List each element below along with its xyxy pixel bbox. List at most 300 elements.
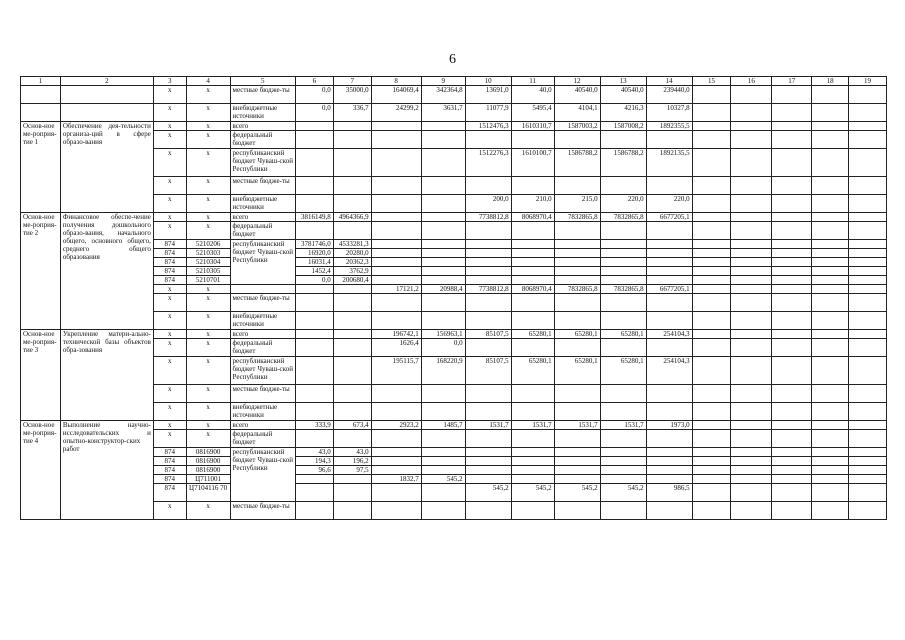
header-cell: 4 [186, 77, 230, 86]
name-cell [60, 104, 153, 122]
csr-code-cell: x [186, 213, 230, 222]
empty-cell [772, 475, 812, 484]
gr-code-cell: x [153, 357, 186, 385]
value-cell [646, 240, 692, 249]
header-cell: 15 [692, 77, 731, 86]
empty-cell [849, 385, 887, 403]
value-cell [511, 457, 554, 466]
source-cell: федеральный бюджет [230, 339, 295, 357]
value-cell [554, 457, 600, 466]
gr-code-cell: x [153, 330, 186, 339]
value-cell [646, 222, 692, 240]
source-cell: всего [230, 122, 295, 131]
empty-cell [692, 258, 731, 267]
empty-cell [812, 330, 849, 339]
empty-cell [772, 258, 812, 267]
value-cell: 65280,1 [600, 330, 646, 339]
empty-cell [692, 149, 731, 177]
value-cell [371, 222, 421, 240]
value-cell [421, 222, 465, 240]
value-cell [646, 457, 692, 466]
gr-code-cell: x [153, 86, 186, 104]
empty-cell [772, 149, 812, 177]
value-cell: 4104,1 [554, 104, 600, 122]
value-cell [646, 276, 692, 285]
gr-code-cell: x [153, 502, 186, 520]
empty-cell [812, 222, 849, 240]
value-cell [465, 403, 511, 421]
header-cell: 18 [812, 77, 849, 86]
empty-cell [812, 475, 849, 484]
value-cell [371, 195, 421, 213]
gr-code-cell: x [153, 294, 186, 312]
empty-cell [849, 267, 887, 276]
value-cell [465, 222, 511, 240]
empty-cell [772, 448, 812, 457]
empty-cell [849, 276, 887, 285]
value-cell [371, 249, 421, 258]
gr-code-cell: x [153, 222, 186, 240]
value-cell [554, 466, 600, 475]
value-cell [333, 222, 371, 240]
empty-cell [772, 177, 812, 195]
empty-cell [731, 131, 772, 149]
value-cell [600, 502, 646, 520]
value-cell [421, 430, 465, 448]
value-cell: 11077,9 [465, 104, 511, 122]
value-cell [554, 448, 600, 457]
value-cell: 4533281,3 [333, 240, 371, 249]
value-cell: 7738812,8 [465, 213, 511, 222]
empty-cell [849, 475, 887, 484]
empty-cell [731, 104, 772, 122]
empty-cell [849, 457, 887, 466]
name-cell [60, 86, 153, 104]
value-cell: 8068970,4 [511, 285, 554, 294]
empty-cell [849, 249, 887, 258]
empty-cell [772, 403, 812, 421]
empty-cell [692, 294, 731, 312]
value-cell: 16920,0 [295, 249, 333, 258]
value-cell [600, 312, 646, 330]
value-cell [554, 475, 600, 484]
value-cell [465, 430, 511, 448]
value-cell [295, 339, 333, 357]
empty-cell [812, 448, 849, 457]
value-cell [421, 195, 465, 213]
value-cell: 1832,7 [371, 475, 421, 484]
empty-cell [731, 222, 772, 240]
value-cell: 673,4 [333, 421, 371, 430]
csr-code-cell: 0816900 [186, 457, 230, 466]
value-cell: 220,0 [600, 195, 646, 213]
empty-cell [849, 213, 887, 222]
value-cell: 545,2 [465, 484, 511, 502]
value-cell: 1587008,2 [600, 122, 646, 131]
value-cell [333, 177, 371, 195]
name-cell: Финансовое обеспе-чение получения дошкольного образо-вания, начального общего, основного общего, среднего общего образования [60, 213, 153, 330]
value-cell [554, 294, 600, 312]
activity-cell: Основ-ное ме-роприя-тие 1 [21, 122, 61, 213]
value-cell: 43,0 [295, 448, 333, 457]
value-cell [600, 457, 646, 466]
value-cell: 210,0 [511, 195, 554, 213]
value-cell: 164069,4 [371, 86, 421, 104]
empty-cell [772, 339, 812, 357]
empty-cell [731, 385, 772, 403]
value-cell [295, 195, 333, 213]
value-cell: 1587003,2 [554, 122, 600, 131]
value-cell [371, 258, 421, 267]
header-cell: 17 [772, 77, 812, 86]
value-cell [465, 385, 511, 403]
gr-code-cell: 874 [153, 484, 186, 502]
value-cell: 6677205,1 [646, 285, 692, 294]
value-cell [646, 502, 692, 520]
gr-code-cell: x [153, 403, 186, 421]
gr-code-cell: x [153, 312, 186, 330]
table-row [21, 213, 887, 222]
empty-cell [849, 131, 887, 149]
empty-cell [772, 104, 812, 122]
empty-cell [731, 177, 772, 195]
value-cell [333, 475, 371, 484]
value-cell [511, 475, 554, 484]
empty-cell [772, 357, 812, 385]
header-cell: 3 [153, 77, 186, 86]
value-cell [600, 177, 646, 195]
value-cell: 96,6 [295, 466, 333, 475]
value-cell: 65280,1 [600, 357, 646, 385]
empty-cell [812, 213, 849, 222]
csr-code-cell: 5210701 [186, 276, 230, 285]
value-cell [600, 267, 646, 276]
value-cell [295, 149, 333, 177]
value-cell [511, 222, 554, 240]
source-cell: федеральный бюджет [230, 131, 295, 149]
value-cell: 215,0 [554, 195, 600, 213]
empty-cell [692, 222, 731, 240]
value-cell [295, 357, 333, 385]
value-cell [600, 403, 646, 421]
value-cell: 1892355,5 [646, 122, 692, 131]
value-cell [511, 502, 554, 520]
value-cell [465, 249, 511, 258]
value-cell [421, 312, 465, 330]
value-cell: 65280,1 [511, 357, 554, 385]
gr-code-cell: 874 [153, 258, 186, 267]
value-cell [421, 177, 465, 195]
value-cell: 10327,8 [646, 104, 692, 122]
empty-cell [849, 357, 887, 385]
csr-code-cell: x [186, 86, 230, 104]
header-cell: 14 [646, 77, 692, 86]
source-cell: местные бюдже-ты [230, 177, 295, 195]
value-cell: 65280,1 [554, 357, 600, 385]
empty-cell [849, 86, 887, 104]
value-cell: 3781746,0 [295, 240, 333, 249]
empty-cell [692, 267, 731, 276]
value-cell [333, 430, 371, 448]
value-cell: 7832865,8 [554, 213, 600, 222]
value-cell [421, 294, 465, 312]
value-cell [646, 448, 692, 457]
source-cell: всего [230, 213, 295, 222]
empty-cell [849, 104, 887, 122]
empty-cell [731, 421, 772, 430]
value-cell [371, 131, 421, 149]
empty-cell [731, 430, 772, 448]
value-cell [600, 385, 646, 403]
value-cell [600, 131, 646, 149]
empty-cell [812, 466, 849, 475]
value-cell [465, 276, 511, 285]
value-cell: 0,0 [295, 104, 333, 122]
value-cell [600, 240, 646, 249]
value-cell [295, 312, 333, 330]
value-cell [554, 430, 600, 448]
value-cell [554, 131, 600, 149]
value-cell [554, 240, 600, 249]
empty-cell [812, 104, 849, 122]
empty-cell [692, 421, 731, 430]
value-cell: 1973,0 [646, 421, 692, 430]
csr-code-cell: x [186, 104, 230, 122]
value-cell: 196742,1 [371, 330, 421, 339]
value-cell: 7832865,8 [554, 285, 600, 294]
empty-cell [849, 421, 887, 430]
empty-cell [812, 149, 849, 177]
source-cell: внебюджетные источники [230, 104, 295, 122]
empty-cell [731, 267, 772, 276]
empty-cell [772, 131, 812, 149]
header-cell: 7 [333, 77, 371, 86]
source-cell: местные бюдже-ты [230, 86, 295, 104]
value-cell: 1586788,2 [554, 149, 600, 177]
empty-cell [772, 312, 812, 330]
value-cell: 1512276,3 [465, 149, 511, 177]
source-cell: местные бюдже-ты [230, 294, 295, 312]
value-cell: 194,3 [295, 457, 333, 466]
value-cell [295, 484, 333, 502]
gr-code-cell: x [153, 122, 186, 131]
csr-code-cell: x [186, 430, 230, 448]
empty-cell [692, 339, 731, 357]
csr-code-cell: x [186, 385, 230, 403]
value-cell: 200680,4 [333, 276, 371, 285]
value-cell [465, 475, 511, 484]
csr-code-cell: Ц7104116 70 [186, 484, 230, 502]
empty-cell [692, 240, 731, 249]
gr-code-cell: 874 [153, 457, 186, 466]
value-cell: 20280,0 [333, 249, 371, 258]
header-cell: 11 [511, 77, 554, 86]
value-cell [511, 466, 554, 475]
gr-code-cell: 874 [153, 276, 186, 285]
empty-cell [849, 466, 887, 475]
value-cell: 1892135,5 [646, 149, 692, 177]
csr-code-cell: Ц711001 [186, 475, 230, 484]
empty-cell [849, 177, 887, 195]
empty-cell [692, 430, 731, 448]
value-cell: 85107,5 [465, 330, 511, 339]
source-cell: федеральный бюджет [230, 222, 295, 240]
source-cell: всего [230, 421, 295, 430]
empty-cell [812, 240, 849, 249]
value-cell [600, 222, 646, 240]
value-cell: 1610310,7 [511, 122, 554, 131]
gr-code-cell: x [153, 213, 186, 222]
empty-cell [772, 484, 812, 502]
table-row [21, 330, 887, 339]
source-cell: местные бюдже-ты [230, 385, 295, 403]
value-cell: 1452,4 [295, 267, 333, 276]
csr-code-cell: x [186, 502, 230, 520]
value-cell [646, 466, 692, 475]
value-cell [371, 177, 421, 195]
empty-cell [731, 149, 772, 177]
empty-cell [772, 213, 812, 222]
value-cell: 545,2 [554, 484, 600, 502]
value-cell [600, 339, 646, 357]
value-cell [600, 475, 646, 484]
value-cell: 986,5 [646, 484, 692, 502]
empty-cell [849, 339, 887, 357]
header-cell: 10 [465, 77, 511, 86]
empty-cell [731, 484, 772, 502]
value-cell: 16031,4 [295, 258, 333, 267]
value-cell: 3762,9 [333, 267, 371, 276]
empty-cell [772, 276, 812, 285]
value-cell: 35000,0 [333, 86, 371, 104]
value-cell: 85107,5 [465, 357, 511, 385]
value-cell [465, 177, 511, 195]
value-cell: 220,0 [646, 195, 692, 213]
value-cell [600, 249, 646, 258]
empty-cell [692, 475, 731, 484]
value-cell [371, 213, 421, 222]
empty-cell [731, 240, 772, 249]
source-cell: местные бюдже-ты [230, 502, 295, 520]
csr-code-cell: 0816900 [186, 448, 230, 457]
gr-code-cell: 874 [153, 240, 186, 249]
empty-cell [812, 312, 849, 330]
empty-cell [812, 276, 849, 285]
value-cell [421, 457, 465, 466]
value-cell: 1531,7 [465, 421, 511, 430]
gr-code-cell: x [153, 104, 186, 122]
value-cell [295, 475, 333, 484]
value-cell [600, 276, 646, 285]
value-cell: 1610100,7 [511, 149, 554, 177]
empty-cell [772, 240, 812, 249]
empty-cell [692, 312, 731, 330]
gr-code-cell: x [153, 385, 186, 403]
value-cell [646, 131, 692, 149]
empty-cell [849, 122, 887, 131]
value-cell: 545,2 [600, 484, 646, 502]
value-cell [465, 258, 511, 267]
empty-cell [692, 403, 731, 421]
csr-code-cell: x [186, 357, 230, 385]
empty-cell [731, 195, 772, 213]
empty-cell [849, 484, 887, 502]
source-cell: всего [230, 330, 295, 339]
empty-cell [812, 131, 849, 149]
csr-code-cell: x [186, 177, 230, 195]
empty-cell [812, 421, 849, 430]
value-cell: 40540,0 [554, 86, 600, 104]
value-cell [646, 267, 692, 276]
value-cell: 43,0 [333, 448, 371, 457]
empty-cell [812, 267, 849, 276]
empty-cell [692, 195, 731, 213]
value-cell [371, 430, 421, 448]
empty-cell [849, 149, 887, 177]
value-cell: 196,2 [333, 457, 371, 466]
empty-cell [731, 258, 772, 267]
value-cell [554, 177, 600, 195]
value-cell [371, 312, 421, 330]
value-cell [465, 294, 511, 312]
value-cell: 20362,3 [333, 258, 371, 267]
value-cell: 6677205,1 [646, 213, 692, 222]
header-cell: 19 [849, 77, 887, 86]
value-cell: 545,2 [421, 475, 465, 484]
value-cell [421, 502, 465, 520]
empty-cell [731, 357, 772, 385]
value-cell [465, 312, 511, 330]
empty-cell [812, 403, 849, 421]
gr-code-cell: x [153, 195, 186, 213]
value-cell [333, 149, 371, 177]
csr-code-cell: x [186, 312, 230, 330]
value-cell [421, 403, 465, 421]
value-cell [371, 267, 421, 276]
table-row [21, 104, 887, 122]
csr-code-cell: x [186, 403, 230, 421]
empty-cell [812, 285, 849, 294]
value-cell [465, 267, 511, 276]
value-cell [554, 312, 600, 330]
value-cell [511, 131, 554, 149]
value-cell: 3631,7 [421, 104, 465, 122]
value-cell: 7832865,8 [600, 285, 646, 294]
value-cell [646, 249, 692, 258]
value-cell [646, 339, 692, 357]
value-cell [600, 294, 646, 312]
value-cell [511, 403, 554, 421]
empty-cell [731, 249, 772, 258]
value-cell [371, 149, 421, 177]
csr-code-cell: x [186, 285, 230, 294]
gr-code-cell: x [153, 177, 186, 195]
value-cell [646, 430, 692, 448]
csr-code-cell: 5210303 [186, 249, 230, 258]
value-cell [511, 258, 554, 267]
value-cell: 13691,0 [465, 86, 511, 104]
source-cell: республиканский бюджет Чуваш-ской Республики [230, 240, 295, 285]
gr-code-cell: x [153, 285, 186, 294]
budget-table [20, 76, 887, 520]
header-cell: 8 [371, 77, 421, 86]
header-cell: 1 [21, 77, 61, 86]
empty-cell [772, 222, 812, 240]
value-cell: 4216,3 [600, 104, 646, 122]
value-cell: 254104,3 [646, 330, 692, 339]
value-cell [371, 294, 421, 312]
empty-cell [692, 484, 731, 502]
